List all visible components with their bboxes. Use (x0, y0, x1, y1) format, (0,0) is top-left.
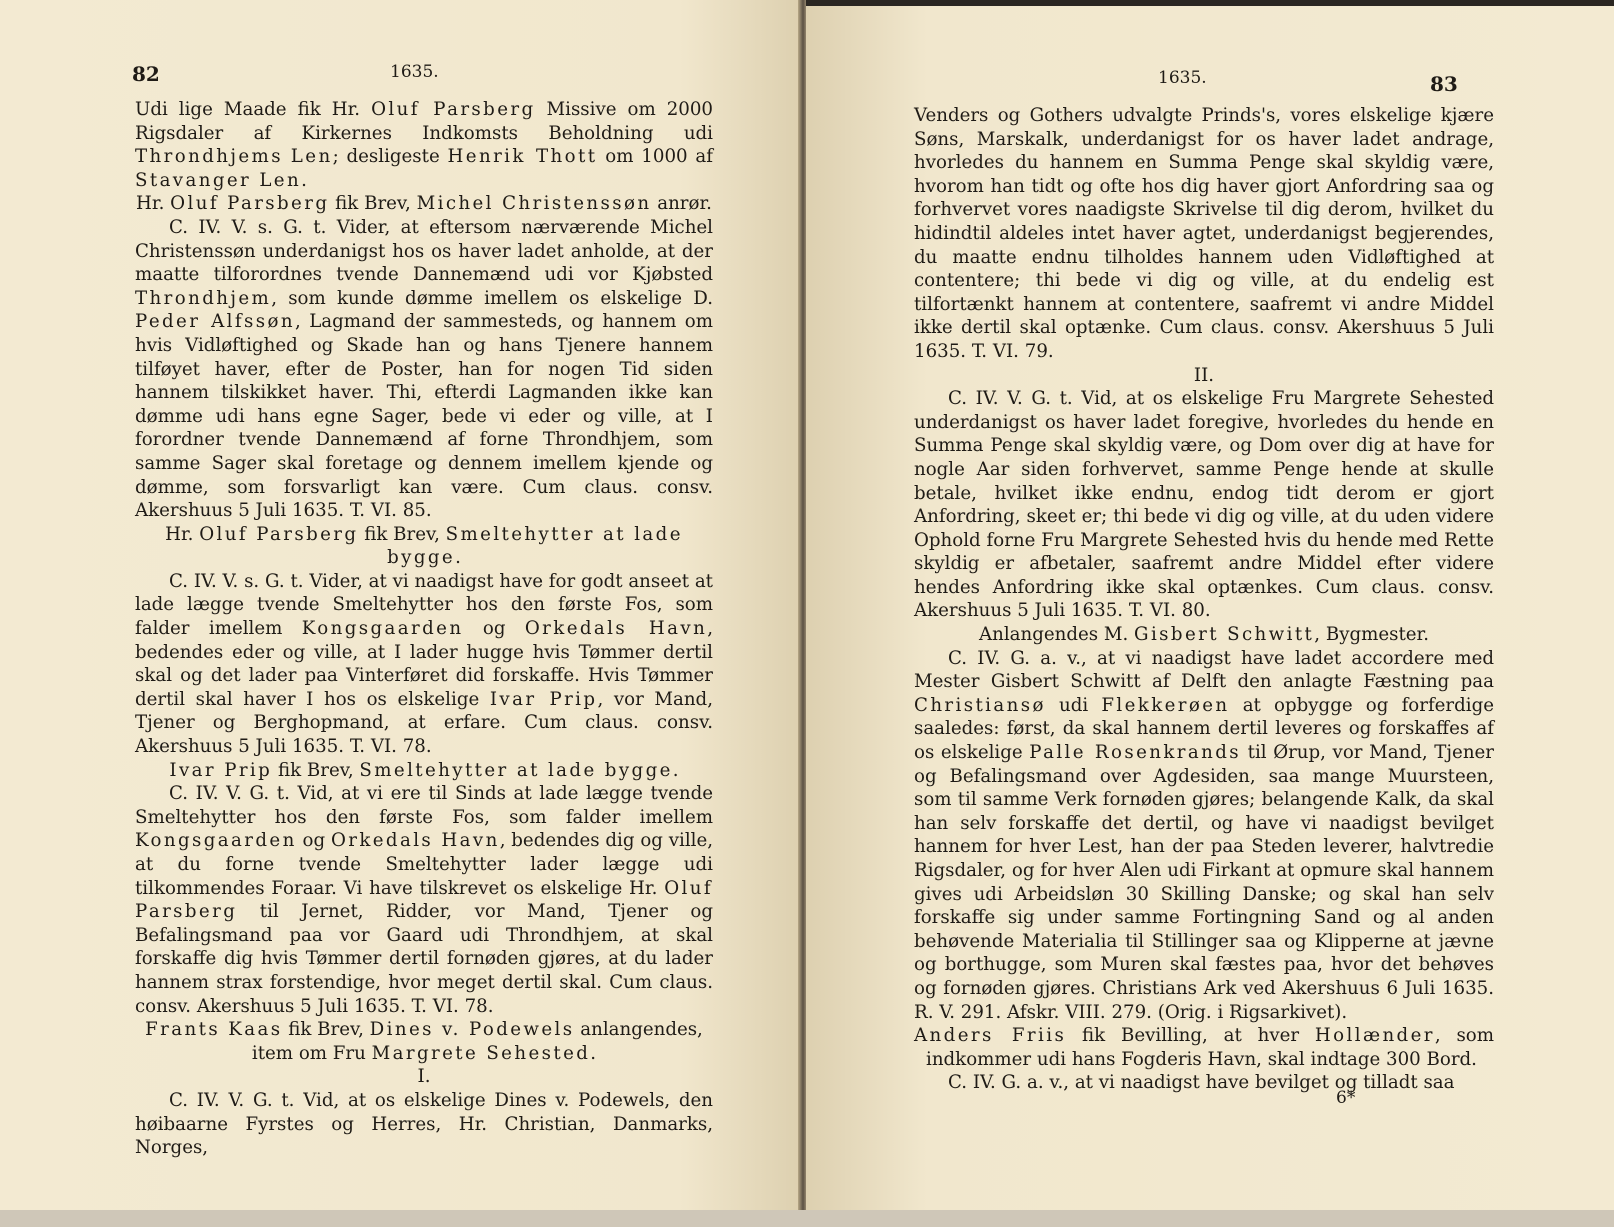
running-head-left: 1635. (390, 62, 439, 82)
text-run: fik Brev, (272, 759, 360, 781)
text-run: , Bygmester. (1314, 624, 1430, 646)
paragraph (914, 1024, 1494, 1071)
scan-edge-top (806, 0, 1614, 6)
spaced-name: Ivar Prip (169, 759, 273, 781)
spaced-name: Flekkerøen (1101, 694, 1230, 716)
spaced-name: Oluf Parsberg (170, 193, 330, 215)
spaced-name: Stavanger Len (135, 169, 302, 191)
text-run: , bedendes eder og ville, at I lader hugge hvis Tømmer dertil skal og det lader paa Vinterføret did forskaffe. Hvis Tømmer dertil skal haver I hos os elskelige (135, 618, 713, 710)
text-run: II. (1193, 364, 1215, 386)
text-run: C. IV. V. s. G. t. Vider, at vi naadigst have for godt anseet at lade lægge tvende Smeltehytter hos den første Fos, som falder imellem (135, 570, 713, 640)
text-run: Udi lige Maade fik Hr. (135, 99, 372, 120)
spaced-name: Dines v. Podewels (369, 1019, 575, 1041)
spaced-name: Oluf Parsberg (135, 877, 713, 923)
spaced-name: Kongsgaarden (135, 830, 297, 852)
spaced-name: Orkedals Havn (524, 618, 708, 640)
spaced-name: Kongsgaarden (301, 618, 464, 640)
text-run: . (455, 547, 461, 569)
spaced-name: Frants Kaas (145, 1019, 283, 1041)
text-run (283, 146, 291, 167)
text-run: anlangendes, item om Fru (251, 1019, 703, 1064)
spaced-name: Gisbert Schwitt (1134, 624, 1315, 646)
paragraph (135, 759, 713, 783)
text-run: . (672, 759, 679, 781)
text-run: , som kunde dømme imellem os elskelige D. (271, 287, 713, 309)
text-run: C. IV. V. G. t. Vid, at os elskelige Fru Margrete Sehested underdanigst os haver ladet foregive, hvorledes du hende en Summa Penge skal skyldig være, og Dom over dig at have for nogle Aar siden forhvervet, samme Penge hende at skulle betale, hvilket ikke endnu, endog tidt derom er gjort Anfordring, skeet er; thi bede vi dig og ville, at du uden videre Ophold forne Fru Margrete Sehested hvis du hende med Rette skyldig er afbetaler, saafremt andre Middel efter videre hendes Anfordring ikke skal optænkes. Cum claus. consv. Akershuus 5 Juli 1635. T. VI. 80. (914, 388, 1494, 622)
text-run: at opbygge og forferdige saaledes: først, da skal hannem dertil leveres og forskaffes af os elskelige (914, 694, 1494, 764)
text-run: Hr. (136, 193, 171, 215)
left-page (0, 0, 800, 1210)
paragraph (914, 1071, 1494, 1095)
spaced-name: Smeltehytter at lade bygge (359, 759, 673, 781)
text-run: Missive om 2000 Rigsdaler af Kirkernes Indkomsts Beholdning udi (135, 99, 713, 144)
scan-edge-bottom (0, 1210, 1614, 1227)
spaced-name: Hollænder (1314, 1025, 1435, 1047)
paragraph (135, 1089, 713, 1160)
spaced-name: Oluf Parsberg (371, 99, 536, 120)
spaced-name: Oluf Parsberg (199, 523, 359, 545)
text-run: ; desligeste (332, 146, 448, 168)
spaced-name: Palle Rosenkrands (1029, 742, 1242, 764)
text-run: , som indkommer udi hans Fogderis Havn, skal indtage 300 Bord. (926, 1025, 1494, 1070)
text-run: til Jernet, Ridder, vor Mand, Tjener og Befalingsmand paa vor Gaard udi Throndhjem, at skal forskaffe dig hvis Tømmer dertil fornøden gjøres, at du lader hannem strax forstendige, hvor meget dertil skal. Cum claus. consv. Akershuus 5 Juli 1635. T. VI. 78. (135, 901, 713, 1017)
spaced-name: Anders Friis (914, 1025, 1067, 1047)
paragraph (135, 1065, 713, 1089)
text-run: , bedendes dig og ville, at du forne tvende Smeltehytter lader lægge udi tilkommendes Foraar. Vi have tilskrevet os elskelige Hr. (135, 830, 714, 899)
text-run: fik Brev, (282, 1019, 370, 1041)
paragraph (914, 623, 1494, 647)
text-run: C. IV. G. a. v., at vi naadigst have bevilget og tilladt saa (948, 1072, 1455, 1094)
text-run: Hr. (165, 523, 200, 545)
text-run: fik Brev, (329, 193, 417, 215)
page-number-left: 82 (132, 62, 160, 86)
spaced-name: Ivar Prip (489, 688, 598, 710)
text-run: Anlangendes M. (978, 624, 1135, 646)
text-run: . (301, 169, 307, 191)
paragraph (914, 387, 1494, 623)
paragraph (135, 98, 713, 192)
right-page-body (914, 104, 1494, 1095)
text-run: . (590, 1042, 597, 1064)
paragraph (135, 523, 713, 570)
right-page (806, 0, 1614, 1210)
paragraph (135, 782, 713, 1018)
text-run: fik Brev, (358, 523, 446, 545)
paragraph (914, 364, 1494, 388)
text-run: anrør. (651, 193, 712, 215)
paragraph (914, 647, 1494, 1025)
text-run: Venders og Gothers udvalgte Prinds's, vores elskelige kjære Søns, Marskalk, underdanigst for os haver ladet andrage, hvorledes du hannem en Summa Penge skal skyldig være, hvorom han tidt og ofte hos dig haver gjort Anfordring saa og forhvervet vores naadigste Skrivelse til dig derom, hvilket du hidindtil aldeles intet haver agtet, underdanigst begjerendes, du maatte endnu tilholdes hannem uden Vidløftighed at contentere; thi bede vi dig og ville, at du endelig est tilfortænkt hannem at contentere, saafremt vi andre Middel ikke dertil skal optænke. Cum claus. consv. Akershuus 5 Juli 1635. T. VI. 79. (914, 105, 1494, 362)
text-run: I. (417, 1066, 431, 1088)
spaced-name: Orkedals Havn (330, 830, 500, 852)
text-run: fik Bevilling, at hver (1066, 1025, 1315, 1047)
spaced-name: Smeltehytter at lade bygge (387, 523, 683, 569)
left-page-body (135, 98, 713, 1160)
text-run: udi (1045, 694, 1102, 716)
text-run: C. IV. V. G. t. Vid, at os elskelige Dines v. Podewels, den høibaarne Fyrstes og Herres, Hr. Christian, Danmarks, Norges, (135, 1089, 713, 1159)
text-run: og (463, 618, 525, 640)
paragraph (135, 192, 713, 216)
text-run: til Ørup, vor Mand, Tjener og Befalingsmand over Agdesiden, saa mange Muursteen, som til samme Verk fornøden gjøres; belangende Kalk, da skal han selv forskaffe det dertil, og have vi naadigst bevilget hannem for hver Lest, han der paa Steden leverer, halvtredie Rigsdaler, og for hver Alen udi Firkant at opmure skal hannem gives udi Arbeidsløn 30 Skilling Danske; og skal han selv forskaffe sig under samme Fortingning Sand og al anden behøvende Materialia til Stillinger saa og Klipperne at jævne og borthugge, som Muren skal fæstes paa, hvor det behøves og fornøden gjøres. Christians Ark ved Akershuus 6 Juli 1635. R. V. 291. Afskr. VIII. 279. (Orig. i Rigsarkivet). (914, 742, 1494, 1023)
spaced-name: Margrete Sehested (371, 1042, 591, 1064)
text-run: , Lagmand der sammesteds, og hannem om hvis Vidløftighed og Skade han og hans Tjenere hannem tilføyet haver, efter de Poster, han for nogen Tid siden hannem tilskikket haver. Thi, efterdi Lagmanden ikke kan dømme udi hans egne Sager, bede vi eder og ville, at I forordner tvende Dannemænd af forne Throndhjem, som samme Sager skal foretage og dennem imellem kjende og dømme, som forsvarligt kan være. Cum claus. consv. Akershuus 5 Juli 1635. T. VI. 85. (135, 311, 713, 522)
text-run: , vor Mand, Tjener og Berghopmand, at erfare. Cum claus. consv. Akershuus 5 Juli 1635. T. VI. 78. (135, 688, 713, 758)
spaced-name: Michel Christenssøn (416, 193, 652, 215)
text-run: C. IV. V. G. t. Vid, at vi ere til Sinds at lade lægge tvende Smeltehytter hos den første Fos, som falder imellem (135, 783, 713, 828)
spaced-name: Peder Alfssøn (135, 311, 295, 333)
paragraph (135, 570, 713, 759)
page-number-right: 83 (1430, 72, 1458, 96)
spaced-name: Christiansø (914, 694, 1046, 716)
signature-mark: 6* (1336, 1088, 1356, 1108)
text-run: C. IV. G. a. v., at vi naadigst have ladet accordere med Mester Gisbert Schwitt af Delft den anlagte Fæstning paa (914, 647, 1494, 693)
running-head-right: 1635. (1158, 68, 1207, 88)
spaced-name: Throndhjems (135, 146, 283, 168)
text-run: om 1000 af (597, 146, 713, 168)
spaced-name: Henrik Thott (447, 146, 598, 168)
spaced-name: Throndhjem (135, 287, 272, 309)
text-run: C. IV. V. s. G. t. Vider, at eftersom nærværende Michel Christenssøn underdanigst hos os haver ladet anholde, at der maatte tilforordnes tvende Dannemænd udi vor Kjøbsted (135, 216, 713, 286)
paragraph (914, 104, 1494, 364)
paragraph (135, 216, 713, 523)
text-run: og (296, 830, 331, 852)
paragraph (135, 1018, 713, 1065)
spaced-name: Len (290, 146, 333, 168)
